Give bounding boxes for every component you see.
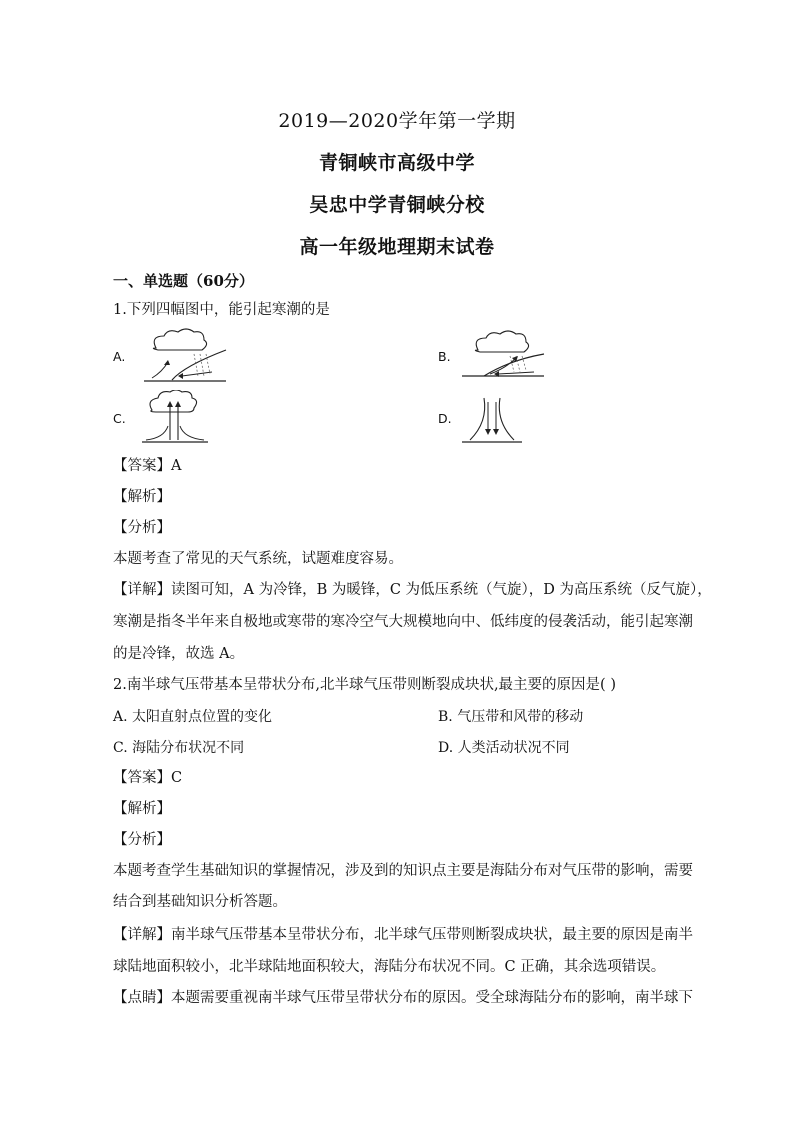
- q1-option-c-label: C.: [113, 411, 126, 426]
- q2-option-c: C. 海陆分布状况不同: [113, 740, 245, 756]
- q1-fenxi: 本题考查了常见的天气系统，试题难度容易。: [113, 551, 403, 567]
- q2-stem: 2.南半球气压带基本呈带状分布,北半球气压带则断裂成块状,最主要的原因是( ): [113, 677, 616, 693]
- q1-analysis-tag: 【解析】: [113, 489, 171, 505]
- school-name-2: 吴忠中学青铜峡分校: [309, 194, 485, 216]
- q2-answer: 【答案】C: [113, 770, 183, 786]
- q2-option-d: D. 人类活动状况不同: [438, 740, 570, 756]
- q1-stem: 1.下列四幅图中，能引起寒潮的是: [113, 302, 330, 318]
- q2-analysis-tag: 【解析】: [113, 801, 171, 817]
- school-name-1: 青铜峡市高级中学: [318, 152, 475, 174]
- q1-option-a-label: A.: [113, 349, 126, 364]
- high-pressure-diagram: [460, 394, 524, 446]
- q2-fenxi-tag: 【分析】: [113, 832, 171, 848]
- q2-fenxi-2: 结合到基础知识分析答题。: [113, 894, 287, 910]
- q1-answer: 【答案】A: [113, 458, 182, 474]
- q1-option-b-label: B.: [438, 349, 451, 364]
- section-title: 一、单选题（60分）: [113, 272, 254, 290]
- cold-front-diagram: [142, 328, 228, 386]
- warm-front-diagram: [460, 330, 546, 380]
- q2-detail-2: 球陆地面积较小，北半球陆地面积较大，海陆分布状况不同。C 正确，其余选项错误。: [113, 959, 666, 975]
- low-pressure-diagram: [140, 390, 210, 448]
- q2-option-a: A. 太阳直射点位置的变化: [113, 709, 273, 725]
- q2-fenxi-1: 本题考查学生基础知识的掌握情况，涉及到的知识点主要是海陆分布对气压带的影响，需要: [113, 863, 693, 879]
- q1-fenxi-tag: 【分析】: [113, 520, 171, 536]
- q2-dianjing: 【点睛】本题需要重视南半球气压带呈带状分布的原因。受全球海陆分布的影响，南半球下: [113, 990, 693, 1006]
- q1-detail-3: 的是冷锋，故选 A。: [113, 646, 245, 662]
- q2-option-b: B. 气压带和风带的移动: [438, 709, 584, 725]
- q1-option-d-label: D.: [438, 411, 452, 426]
- exam-title: 高一年级地理期末试卷: [299, 236, 495, 258]
- school-year-title: 2019—2020学年第一学期: [278, 110, 516, 132]
- q2-detail-1: 【详解】南半球气压带基本呈带状分布，北半球气压带则断裂成块状，最主要的原因是南半: [113, 927, 693, 943]
- q1-detail-2: 寒潮是指冬半年来自极地或寒带的寒冷空气大规模地向中、低纬度的侵袭活动，能引起寒潮: [113, 614, 693, 630]
- q1-detail-1: 【详解】读图可知，A 为冷锋，B 为暖锋，C 为低压系统（气旋），D 为高压系统（反气旋），: [113, 582, 712, 598]
